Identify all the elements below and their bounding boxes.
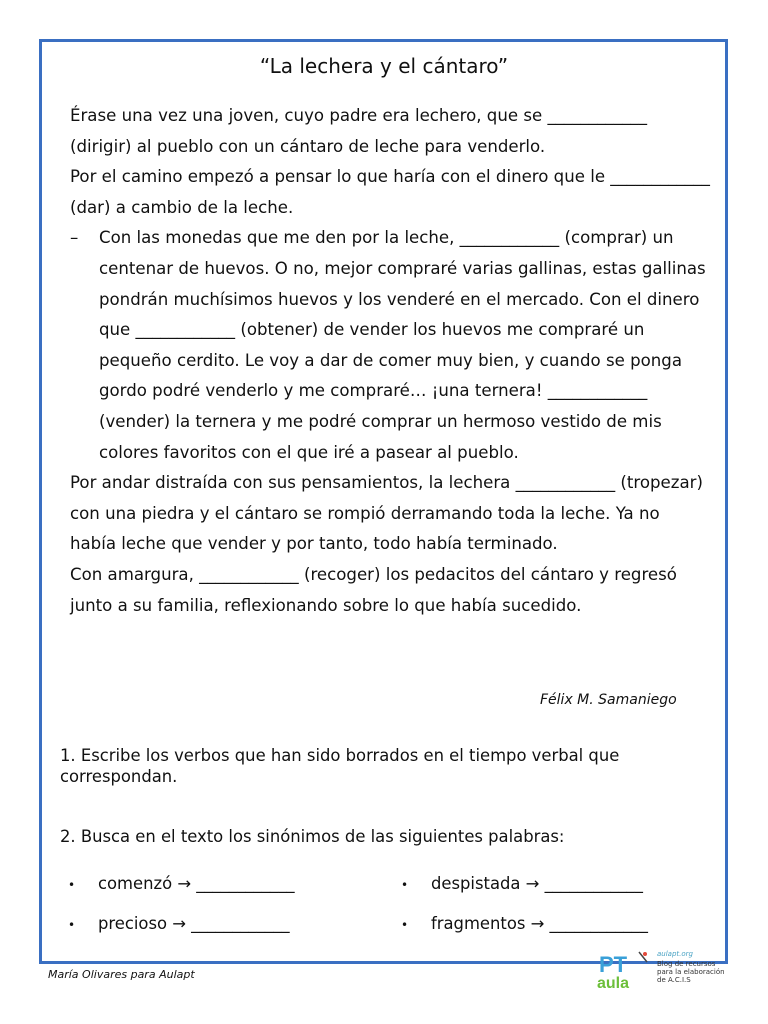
aulapt-logo bbox=[595, 948, 725, 992]
synonym-text: comenzó → ____________ bbox=[98, 874, 295, 893]
synonym-list bbox=[68, 872, 708, 952]
bullet-icon: • bbox=[68, 877, 76, 892]
dialogue-text: Con las monedas que me den por la leche, ____________ (comprar) un centenar de huevos. O no, mejor compraré varias gallinas, estas gallinas pondrán muchísimos huevos y los venderé en el mercado. Con el dinero que ____________ (obtener) de vender los huevos me compraré un pequeño cerdito. Le voy a dar de comer muy bien, y cuando se ponga gordo podré venderlo y me compraré… ¡una ternera! ____________ (vender) la ternera y me podré comprar un hermoso vestido de mis colores favoritos con el que iré a pasear al pueblo. bbox=[99, 228, 706, 462]
bullet-icon: • bbox=[68, 917, 76, 932]
logo-url: aulapt.org bbox=[657, 950, 693, 958]
story-paragraph-1: Érase una vez una joven, cuyo padre era lechero, que se ____________ (dirigir) al pueblo con un cántaro de leche para venderlo. bbox=[70, 106, 648, 156]
bullet-icon: • bbox=[401, 917, 409, 932]
footer-credit: María Olivares para Aulapt bbox=[48, 968, 195, 981]
story-text bbox=[70, 101, 710, 621]
svg-text:aula: aula bbox=[597, 975, 630, 992]
question-1: 1. Escribe los verbos que han sido borrados en el tiempo verbal que correspondan. bbox=[60, 746, 620, 786]
story-paragraph-2: Por el camino empezó a pensar lo que haría con el dinero que le ____________ (dar) a cambio de la leche. bbox=[70, 167, 710, 217]
svg-text:PT: PT bbox=[599, 952, 628, 977]
synonym-item bbox=[68, 872, 295, 897]
question-2: 2. Busca en el texto los sinónimos de las siguientes palabras: bbox=[60, 827, 565, 846]
aulapt-logo-mark-icon bbox=[595, 948, 655, 992]
synonym-item bbox=[68, 912, 290, 937]
synonym-text: despistada → ____________ bbox=[431, 874, 643, 893]
synonym-text: precioso → ____________ bbox=[98, 914, 290, 933]
logo-tagline: Blog de recursos para la elaboración de A.C.I.S bbox=[657, 960, 725, 984]
synonym-text: fragmentos → ____________ bbox=[431, 914, 648, 933]
synonym-item bbox=[401, 912, 648, 937]
dialogue-dash: – bbox=[70, 228, 79, 248]
synonym-item bbox=[401, 872, 643, 897]
story-dialogue bbox=[70, 223, 710, 468]
bullet-icon: • bbox=[401, 877, 409, 892]
page-title: “La lechera y el cántaro” bbox=[259, 54, 509, 78]
story-paragraph-3: Por andar distraída con sus pensamientos, la lechera ____________ (tropezar) con una piedra y el cántaro se rompió derramando toda la leche. Ya no había leche que vender y por tanto, todo había terminado. bbox=[70, 473, 703, 554]
story-paragraph-4: Con amargura, ____________ (recoger) los pedacitos del cántaro y regresó junto a su familia, reflexionando sobre lo que había sucedido. bbox=[70, 564, 677, 615]
story-author: Félix M. Samaniego bbox=[540, 692, 677, 708]
